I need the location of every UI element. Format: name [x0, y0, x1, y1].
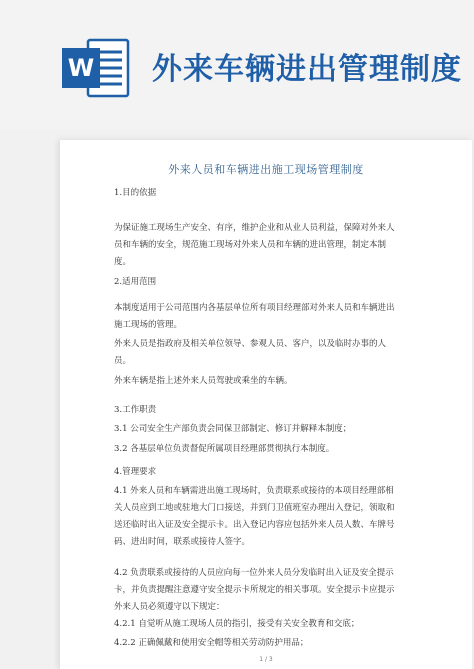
paragraph: 4.2.1 自觉听从施工现场人员的指引，接受有关安全教育和交底；	[114, 619, 360, 629]
paragraph: 4.2.2 正确佩戴和使用安全帽等相关劳动防护用品；	[114, 638, 309, 648]
section-heading: 3.工作职责	[114, 405, 157, 415]
header-title: 外来车辆进出管理制度	[152, 52, 462, 87]
section-heading: 1.目的依据	[114, 188, 157, 198]
paragraph: 本制度适用于公司范围内各基层单位所有项目经理部对外来人员和车辆进出施工现场的管理。	[114, 303, 395, 330]
paragraph: 外来人员是指政府及相关单位领导、参观人员、客户，以及临时办事的人员。	[114, 339, 387, 366]
paragraph: 外来车辆是指上述外来人员驾驶或乘坐的车辆。	[114, 376, 293, 386]
svg-text:W: W	[67, 54, 95, 82]
paragraph: 为保证施工现场生产安全、有序，维护企业和从业人员利益，保障对外来人员和车辆的安全，规范施工现场对外来人员和车辆的进出管理，制定本制度。	[114, 223, 395, 267]
paragraph: 4.1 外来人员和车辆需进出施工现场时，负责联系或接待的本项目经理部相关人员应到工地或驻地大门口接送，并到门卫值班室办理出入登记，领取和送还临时出入证及安全提示卡。出入登记内容应包括外来人员人数、车牌号码、进出时间，联系或接待人签字。	[114, 486, 395, 547]
paragraph: 3.2 各基层单位负责督促所属项目经理部贯彻执行本制度。	[114, 444, 335, 454]
paragraph: 3.1 公司安全生产部负责会同保卫部制定、修订并解释本制度；	[114, 424, 352, 434]
paragraph: 4.2 负责联系或接待的人员应向每一位外来人员分发临时出入证及安全提示卡，并负责提醒注意遵守安全提示卡所规定的相关事项。安全提示卡应提示外来人员必须遵守以下规定：	[114, 568, 395, 612]
header-banner	[0, 0, 474, 130]
section-heading: 4.管理要求	[114, 467, 157, 477]
word-icon	[60, 34, 132, 102]
document-page	[60, 140, 472, 669]
document-title: 外来人员和车辆进出施工现场管理制度	[168, 163, 364, 176]
page-number: 1 / 3	[259, 656, 273, 663]
section-heading: 2.适用范围	[114, 277, 157, 287]
